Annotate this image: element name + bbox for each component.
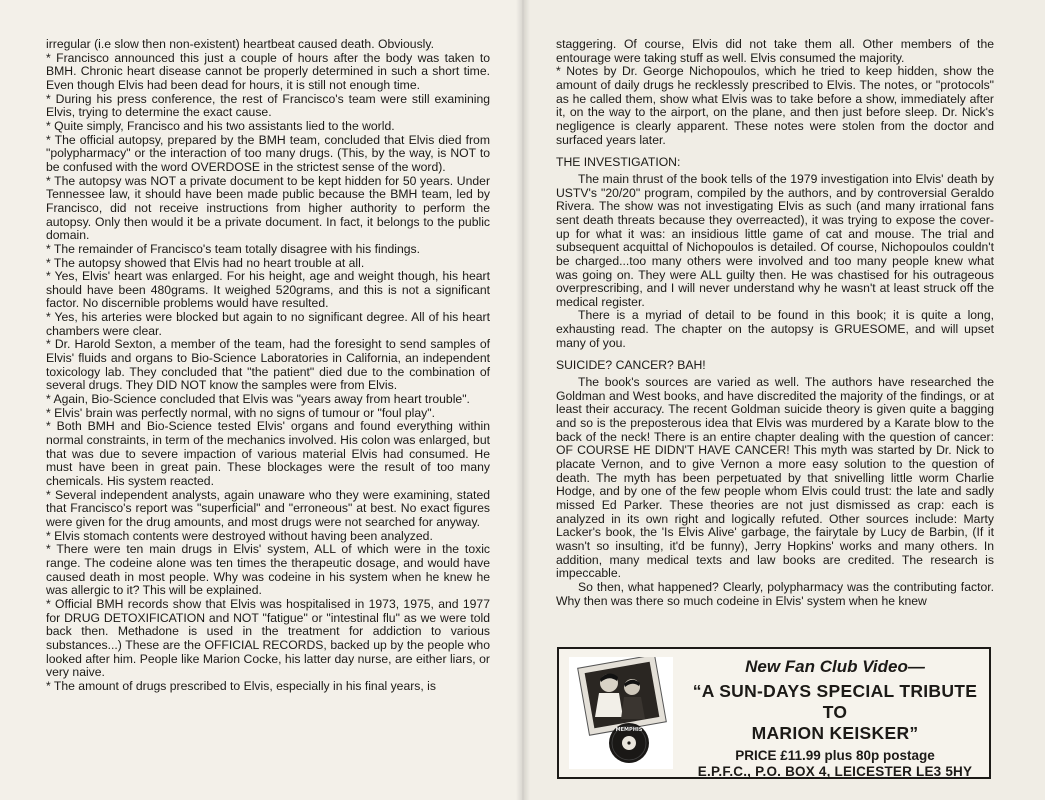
advert-address: E.P.F.C., P.O. BOX 4, LEICESTER LE3 5HY: [697, 764, 973, 779]
advert-title-line-1: “A SUN-DAYS SPECIAL TRIBUTE TO: [692, 681, 978, 722]
paragraph: The main thrust of the book tells of the 1979 investigation into Elvis' death by USTV's "20/20" program, compiled by the authors, and by controversial Geraldo Rivera. The show was not investigating Elvis as such (and many irrational fans sent death threats because they overreacted), it was trying to expose the cover-up for what it was: an insidious little game of cat and mouse. The trial and subsequent acquittal of Nichopoulos is detailed. Of course, Nichopoulos couldn't be charged...too many others were involved and too many people knew what was going on. They were ALL guilty then. He was chastised for his outrageous overprescribing, and I will never understand why he wasn't at least struck off the medical register.: [556, 171, 994, 309]
advert-price: PRICE £11.99 plus 80p postage: [735, 748, 935, 763]
paragraph: * The official autopsy, prepared by the BMH team, concluded that Elvis died from "polypharmacy" or the interaction of too many drugs. (This, by the way, is NOT to be confused with the word OVERDOSE in the strictest sense of the word).: [46, 132, 490, 174]
paragraph: So then, what happened? Clearly, polypharmacy was the contributing factor. Why then was there so much codeine in Elvis' system when he knew: [556, 579, 994, 608]
section-heading-suicide-cancer: SUICIDE? CANCER? BAH!: [556, 358, 706, 373]
right-page: [522, 0, 1045, 800]
paragraph: * Both BMH and Bio-Science tested Elvis' organs and found everything within normal constraints, in term of the mechanics involved. His colon was enlarged, but that was due to severe impaction of various material Elvis had consumed. He must have been in great pain. These blockages were the result of too many chemicals. His system reacted.: [46, 419, 490, 488]
paragraph: * The amount of drugs prescribed to Elvis, especially in his final years, is: [46, 678, 436, 693]
paragraph: The book's sources are varied as well. The authors have researched the Goldman and West books, and have discredited the majority of the findings, or at least their accuracy. The recent Goldman suicide theory is given quite a bagging and so is the preposterous idea that Elvis was murdered by a Karate blow to the back of the neck! There is an entire chapter dealing with the question of cancer: OF COURSE HE DIDN'T HAVE CANCER! This myth was started by Dr. Nick to placate Vernon, and to give Vernon a more easy solution to the question of death. The myth has been perpetuated by that snivelling little worm Charlie Hodge, and by one of the few people whom Elvis could trust: the late and sadly missed Ed Parker. These theories are not just dismissed as crap: each is analyzed in its own right and logically refuted. Other sources include: Marty Lacker's book, the 'Is Elvis Alive' garbage, the fairytale by Lucy de Barbin, (If it wasn't so insulting, it'd be funny), Jerry Hopkins' works and many others. In addition, many medical texts and law books are credited. The research is impeccable.: [556, 375, 994, 581]
paragraph: * During his press conference, the rest of Francisco's team were still examining Elvis, trying to determine the exact cause.: [46, 91, 490, 120]
paragraph: * Again, Bio-Science concluded that Elvis was "years away from heart trouble".: [46, 392, 470, 407]
fan-club-video-advert: [557, 647, 991, 779]
paragraph: * Yes, his arteries were blocked but again to no significant degree. All of his heart chambers were clear.: [46, 310, 490, 338]
advert-title-line-2: MARION KEISKER”: [751, 723, 919, 743]
paragraph: staggering. Of course, Elvis did not take them all. Other members of the entourage were taking stuff as well. Elvis consumed the majority.: [556, 37, 994, 65]
page-gutter: [516, 0, 530, 800]
paragraph: irregular (i.e slow then non-existent) heartbeat caused death. Obviously.: [46, 37, 434, 51]
section-heading-investigation: THE INVESTIGATION:: [556, 155, 681, 170]
paragraph: * Yes, Elvis' heart was enlarged. For his height, age and weight though, his heart should have been 480grams. It weighed 520grams, and this is not a significant factor. No discernible problems would have resulted.: [46, 269, 490, 311]
paragraph: * Official BMH records show that Elvis was hospitalised in 1973, 1975, and 1977 for DRUG DETOXIFICATION and NOT "fatigue" or "intestinal flu" as we were told back then. Methadone is used in the treatment for addiction to various substances...) These are the OFFICIAL RECORDS, backed up by the people who looked after him. People like Marion Cocke, his latter day nurse, are either liars, or very naive.: [46, 596, 490, 680]
paragraph: * The remainder of Francisco's team totally disagree with his findings.: [46, 241, 420, 256]
advert-photo: [569, 657, 673, 769]
elvis-photo-illustration: [569, 657, 673, 769]
paragraph: * Francisco announced this just a couple of hours after the body was taken to BMH. Chronic heart disease cannot be properly determined in such a short time. Even though Elvis had been dead for hours, it is still not enough time.: [46, 50, 490, 92]
paragraph: * Elvis stomach contents were destroyed without having been analyzed.: [46, 528, 433, 543]
paragraph: There is a myriad of detail to be found in this book; it is quite a long, exhausting read. The chapter on the autopsy is GRUESOME, and will upset many of you.: [556, 308, 994, 350]
left-page: [0, 0, 522, 800]
paragraph: * The autopsy showed that Elvis had no heart trouble at all.: [46, 255, 365, 270]
left-page-column: [46, 38, 490, 694]
paragraph: * Elvis' brain was perfectly normal, with no signs of tumour or "foul play".: [46, 405, 435, 420]
paragraph: * There were ten main drugs in Elvis' system, ALL of which were in the toxic range. The codeine alone was ten times the therapeutic dosage, and would have caused death in most people. Why was codeine in his system when he knew he was allergic to it? This will be explained.: [46, 542, 490, 598]
paragraph: * Quite simply, Francisco and his two assistants lied to the world.: [46, 118, 395, 133]
paragraph: * The autopsy was NOT a private document to be kept hidden for 50 years. Under Tennessee law, it should have been made public because the BMH team, led by Francisco, did not receive instructions from higher authority to perform the autopsy. Only then would it be a private document. In fact, it belongs to the public domain.: [46, 173, 490, 243]
svg-text:MEMPHIS: MEMPHIS: [615, 727, 643, 733]
right-page-column: [556, 38, 994, 608]
paragraph: * Several independent analysts, again unaware who they were examining, stated that Francisco's report was "superficial" and "erroneous" at best. No exact figures were given for the drug amounts, and most drugs were not searched for anyway.: [46, 487, 490, 529]
paragraph: * Notes by Dr. George Nichopoulos, which he tried to keep hidden, show the amount of daily drugs he recklessly prescribed to Elvis. The notes, or "protocols" as he called them, show what Elvis was to take before a show, immediately after it, on the way to the airport, on the plane, and then just before sleep. Dr. Nick's negligence is clearly apparent. These notes were stolen from the doctor and surfaced years later.: [556, 64, 994, 147]
advert-text: [685, 657, 985, 780]
advert-headline: New Fan Club Video—: [745, 657, 925, 676]
paragraph: * Dr. Harold Sexton, a member of the team, had the foresight to send samples of Elvis' fluids and organs to Bio-Science Laboratories in California, an independent toxicology lab. They concluded that "the patient" died due to the combination of several drugs. They DID NOT know the samples were from Elvis.: [46, 337, 490, 393]
